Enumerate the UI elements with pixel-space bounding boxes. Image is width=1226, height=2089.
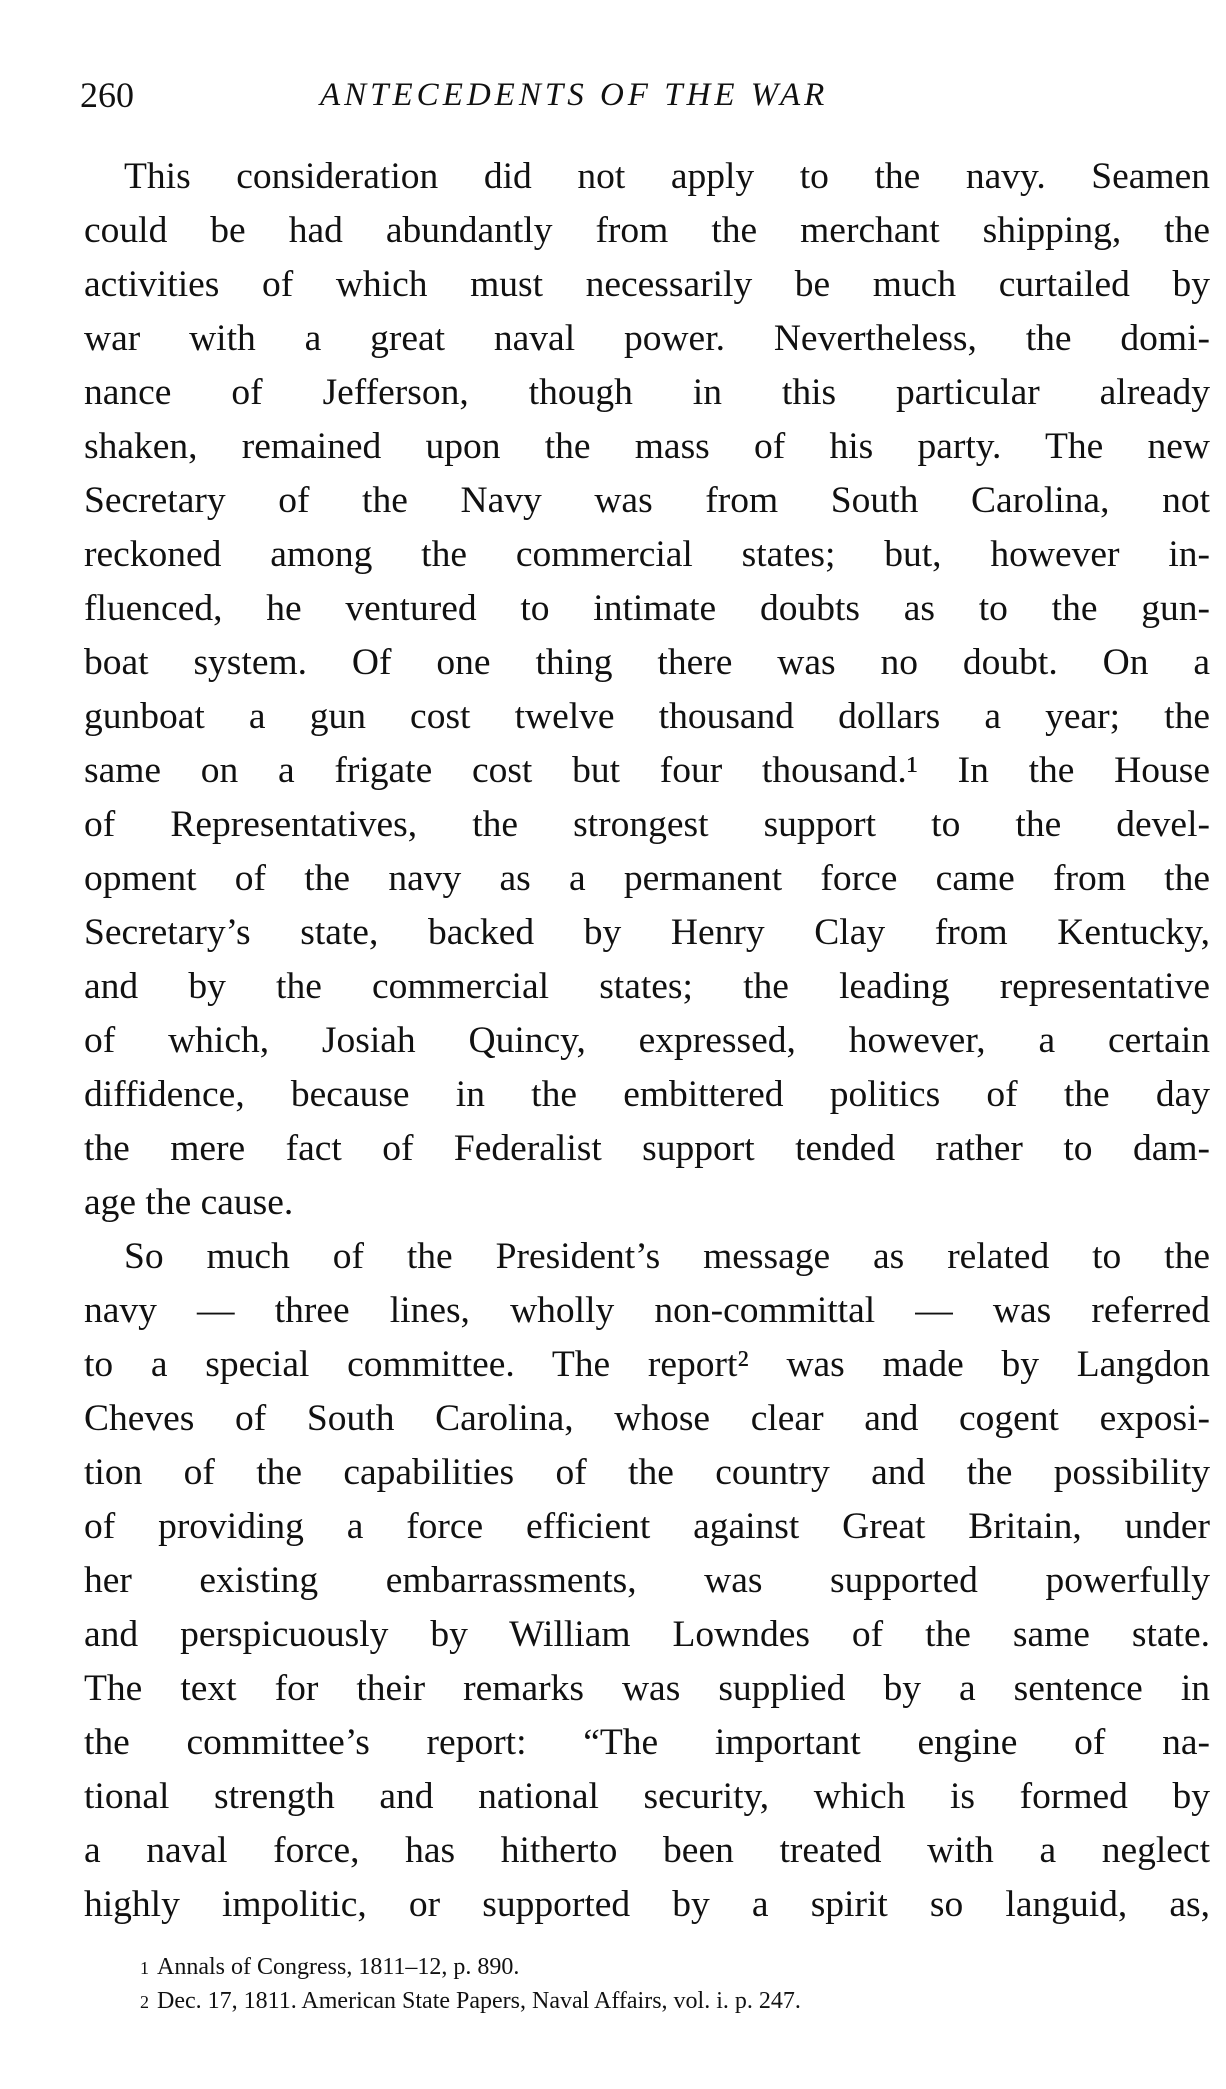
page-header (80, 70, 1190, 120)
text-line: reckoned among the commercial states; but, however in- (84, 534, 1210, 575)
text-line: opment of the navy as a permanent force came from the (84, 858, 1210, 899)
text-line: fluenced, he ventured to intimate doubts as to the gun- (84, 588, 1210, 629)
footnote-1 (140, 1950, 1180, 1984)
text-line: a naval force, has hitherto been treated with a neglect (84, 1830, 1210, 1871)
text-line: The text for their remarks was supplied by a sentence in (84, 1668, 1210, 1709)
text-line: her existing embarrassments, was supported powerfully (84, 1560, 1210, 1601)
text-line: of Representatives, the strongest support to the devel- (84, 804, 1210, 845)
running-head: ANTECEDENTS OF THE WAR (320, 77, 829, 113)
footnote-mark: 2 (140, 1992, 149, 2012)
text-line: of which, Josiah Quincy, expressed, however, a certain (84, 1020, 1210, 1061)
text-line: to a special committee. The report² was made by Langdon (84, 1344, 1210, 1385)
text-line: same on a frigate cost but four thousand.¹ In the House (84, 750, 1210, 791)
text-line: This consideration did not apply to the navy. Seamen (124, 156, 1210, 197)
text-line: the committee’s report: “The important engine of na- (84, 1722, 1210, 1763)
page-number: 260 (80, 75, 134, 115)
text-line: could be had abundantly from the merchant shipping, the (84, 210, 1210, 251)
text-line: tional strength and national security, which is formed by (84, 1776, 1210, 1817)
text-line: and perspicuously by William Lowndes of the same state. (84, 1614, 1210, 1655)
footnote-text: Dec. 17, 1811. American State Papers, Naval Affairs, vol. i. p. 247. (157, 1988, 801, 2014)
text-line: navy — three lines, wholly non-committal — was referred (84, 1290, 1210, 1331)
footnote-text: Annals of Congress, 1811–12, p. 890. (157, 1954, 520, 1980)
paragraph-2 (84, 1230, 1210, 1932)
paragraph-1 (84, 150, 1210, 1230)
text-line: the mere fact of Federalist support tended rather to dam- (84, 1128, 1210, 1169)
text-line: gunboat a gun cost twelve thousand dollars a year; the (84, 696, 1210, 737)
text-line: age the cause. (84, 1182, 294, 1223)
text-line: nance of Jefferson, though in this particular already (84, 372, 1210, 413)
footnote-mark: 1 (140, 1958, 149, 1978)
text-line: highly impolitic, or supported by a spirit so languid, as, (84, 1884, 1210, 1925)
text-line: Secretary of the Navy was from South Carolina, not (84, 480, 1210, 521)
footnote-2 (140, 1984, 1180, 2018)
text-line: Secretary’s state, backed by Henry Clay from Kentucky, (84, 912, 1210, 953)
text-line: diffidence, because in the embittered politics of the day (84, 1074, 1210, 1115)
body-text (84, 150, 1210, 1932)
text-line: and by the commercial states; the leading representative (84, 966, 1210, 1007)
text-line: war with a great naval power. Nevertheless, the domi- (84, 318, 1210, 359)
text-line: boat system. Of one thing there was no doubt. On a (84, 642, 1210, 683)
text-line: tion of the capabilities of the country and the possibility (84, 1452, 1210, 1493)
text-line: Cheves of South Carolina, whose clear and cogent exposi- (84, 1398, 1210, 1439)
text-line: of providing a force efficient against Great Britain, under (84, 1506, 1210, 1547)
text-line: shaken, remained upon the mass of his party. The new (84, 426, 1210, 467)
footnotes (140, 1950, 1180, 2018)
text-line: So much of the President’s message as related to the (124, 1236, 1210, 1277)
text-line: activities of which must necessarily be much curtailed by (84, 264, 1210, 305)
